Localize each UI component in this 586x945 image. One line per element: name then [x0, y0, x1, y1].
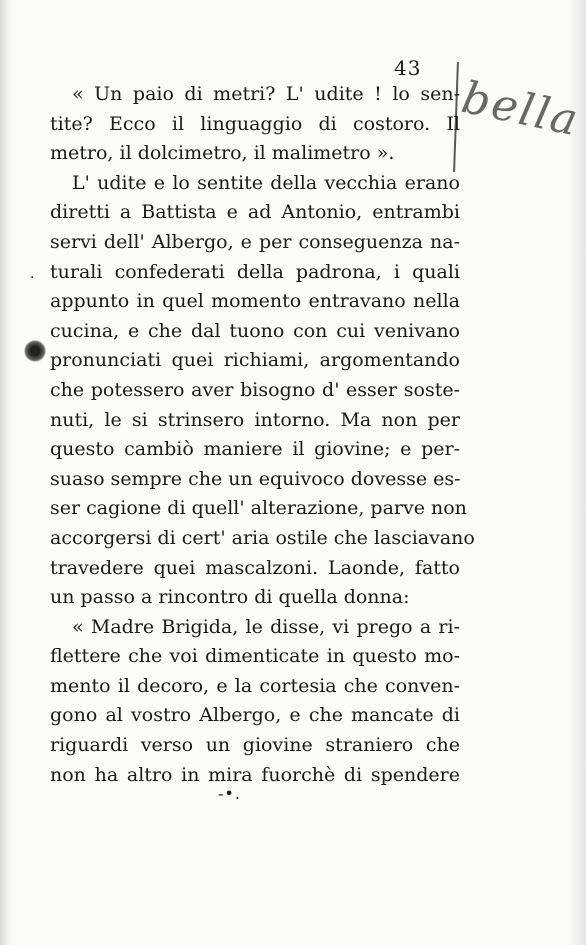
- text-line: appunto in quel momento entravano nella: [50, 290, 460, 313]
- page-edge-shadow: [0, 0, 12, 945]
- text-line: ser cagione di quell' alterazione, parve non: [50, 497, 467, 520]
- page-ornament: -•.: [218, 784, 241, 803]
- text-line: « Un paio di metri? L' udite ! lo sen-: [72, 83, 460, 105]
- text-line: turali confederati della padrona, i quali: [50, 260, 460, 283]
- text-line: gono al vostro Albergo, e che mancate di: [50, 704, 460, 727]
- text-line: riguardi verso un giovine straniero che: [50, 734, 460, 757]
- text-line: tite? Ecco il linguaggio di costoro. Il: [50, 112, 460, 135]
- text-line: cucina, e che dal tuono con cui venivano: [50, 319, 460, 342]
- text-line: che potessero aver bisogno d' esser soste-: [50, 378, 460, 401]
- text-line: metro, il dolcimetro, il malimetro ».: [50, 142, 395, 165]
- ink-blot: [24, 340, 46, 362]
- text-line: servi dell' Albergo, e per conseguenza na-: [50, 230, 460, 253]
- text-line: questo cambiò maniere il giovine; e per-: [50, 438, 460, 461]
- text-line: flettere che voi dimenticate in questo mo-: [50, 645, 460, 668]
- text-line: « Madre Brigida, le disse, vi prego a ri-: [72, 615, 460, 638]
- text-line: travedere quei mascalzoni. Laonde, fatto: [50, 556, 460, 579]
- text-line: un passo a rincontro di quella donna:: [50, 586, 410, 609]
- body-text: [50, 80, 475, 790]
- page-number: 43: [394, 56, 422, 80]
- handwritten-margin-note: bella: [457, 72, 585, 147]
- text-line: L' udite e lo sentite della vecchia erano: [72, 171, 460, 194]
- text-line: non ha altro in mira fuorchè di spendere: [50, 763, 460, 786]
- margin-dot: ·: [30, 270, 35, 286]
- text-line: accorgersi di cert' aria ostile che lasciavano: [50, 526, 475, 549]
- text-line: nuti, le si strinsero intorno. Ma non per: [50, 408, 460, 431]
- text-line: suaso sempre che un equivoco dovesse es-: [50, 467, 461, 490]
- text-line: pronunciati quei richiami, argomentando: [50, 349, 460, 372]
- text-line: mento il decoro, e la cortesia che conven-: [50, 674, 460, 697]
- text-line: diretti a Battista e ad Antonio, entrambi: [50, 201, 460, 224]
